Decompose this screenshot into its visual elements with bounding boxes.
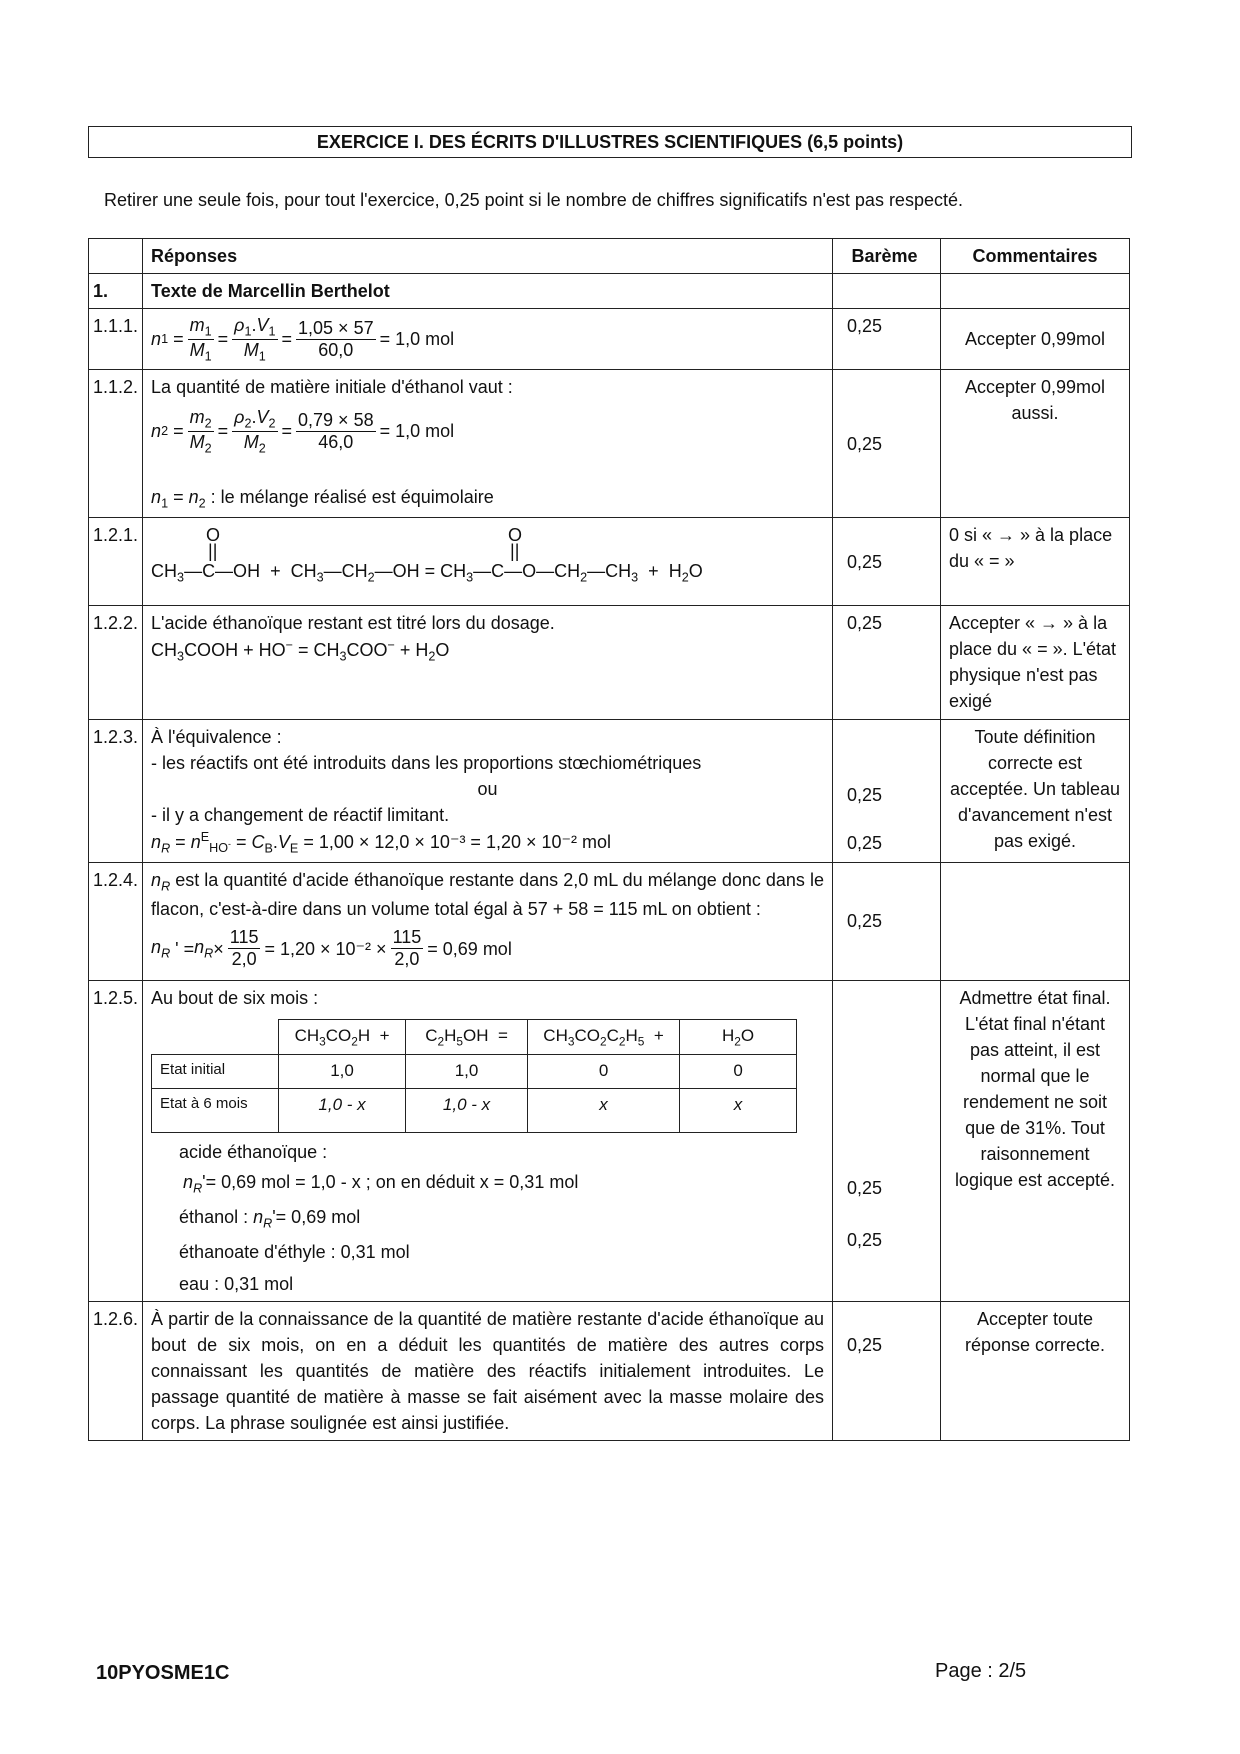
header-comments: Commentaires <box>941 239 1130 274</box>
table-row <box>89 862 1130 980</box>
question-number: 1.2.3. <box>89 719 143 862</box>
comment: Toute définition correcte est acceptée. Un tableau d'avancement n'est pas exigé. <box>941 719 1130 862</box>
result: = 1,0 mol <box>379 421 455 442</box>
document-code: 10PYOSME1C <box>96 1662 230 1684</box>
header-responses: Réponses <box>143 239 833 274</box>
esterification-equation: O O || || $CH_3—C—OH$ + $CH_3—CH_2—OH$ = $CH_3—C—O—CH_2—CH_3 + H_2O$ <box>143 518 833 606</box>
comment: Accepter « → » à la place du « = ». L'état physique n'est pas exigé <box>941 606 1130 719</box>
answer-1-2-3: À l'équivalence : - les réactifs ont été introduits dans les proportions stœchiométriques ou - il y a changement de réactif limitant. $n_R = n^E_{HO^-} = C_B.V_E = 1,00 \times 12,0 \times 10^{-3} = 1,20 \times 10^{-2}$ mol <box>143 719 833 862</box>
bareme-values: 0,25 0,25 <box>833 980 941 1301</box>
answer-intro: La quantité de matière initiale d'éthanol vaut : <box>151 377 513 398</box>
comment: Accepter 0,99mol aussi. <box>941 370 1130 518</box>
result: = 1,0 mol <box>379 329 455 350</box>
bareme-values: 0,25 0,25 <box>833 719 941 862</box>
answer-1-1-1: n 1 = $\frac{m_1}{M_1}$ = $\frac{\rho_1.V_1}{M_1}$ = $\frac{1,05 \times 57}{60,0}$ = 1,0 mol <box>143 309 833 370</box>
page-number: Page : 2/5 <box>935 1660 1027 1682</box>
question-number: 1.2.6. <box>89 1302 143 1441</box>
conclusion: : le mélange réalisé est équimolaire <box>210 487 494 508</box>
table-row: Etat initial 1,0 1,0 0 0 <box>152 1055 797 1089</box>
section-title: Texte de Marcellin Berthelot <box>143 274 833 309</box>
answer-1-2-6: À partir de la connaissance de la quantité de matière restante d'acide éthanoïque au bout de six mois, on en a déduit les quantités de matière des autres corps connaissant les quantités de matière des réactifs initialement introduites. Le passage quantité de matière à masse se fait aisément avec la masse molaire des corps. La phrase soulignée est ainsi justifiée. <box>143 1302 833 1441</box>
bareme-value: 0,25 <box>833 370 941 518</box>
fraction-denominator: 46,0 <box>318 431 354 452</box>
answer-1-1-2: La quantité de matière initiale d'éthanol vaut : n 2 = $\frac{m_2}{M_2}$ = $\frac{\rho_2.V_2}{M_2}$ = $\frac{0,79 \times 58}{46,0}$ = 1,0 mol $n_1 = n_2$ : le mélange réalisé est équimolaire <box>143 370 833 518</box>
answer-1-2-4: $n_R$ est la quantité d'acide éthanoïque restante dans 2,0 mL du mélange donc dans le flacon, c'est-à-dire dans un volume total égal à 57 + 58 = 115 mL on obtient : $n_R$ ' = $n_R$ × $\frac{115}{2,0}$ = 1,20 × 10⁻² × $\frac{115}{2,0}$ = 0,69 mol <box>143 862 833 980</box>
comment: Admettre état final. L'état final n'étant pas atteint, il est normal que le rendement ne soit que de 31%. Tout raisonnement logique est accepté. <box>941 980 1130 1301</box>
answer-1-2-2: L'acide éthanoïque restant est titré lors du dosage. $CH_3COOH + HO^- = CH_3COO^- + H_2O$ <box>143 606 833 719</box>
question-number: 1.2.5. <box>89 980 143 1301</box>
table-header-row <box>89 239 1130 274</box>
comment: 0 si « → » à la place du « = » <box>941 518 1130 606</box>
fraction-denominator: 60,0 <box>318 339 354 360</box>
section-number: 1. <box>89 274 143 309</box>
question-number: 1.1.2. <box>89 370 143 518</box>
advancement-table: $CH_3CO_2H$ + $C_2H_5OH$ = $CH_3CO_2C_2H_5$ + $H_2O$ Etat initial 1,0 1,0 0 0 Etat à 6 mois 1,0 - x 1,0 - x x x <box>151 1019 797 1133</box>
comment: Accepter toute réponse correcte. <box>941 1302 1130 1441</box>
comment <box>941 862 1130 980</box>
table-row <box>89 1302 1130 1441</box>
exercise-title-box <box>88 126 1132 158</box>
fraction-numerator: 0,79 × 58 <box>298 410 374 431</box>
fraction-numerator: 1,05 × 57 <box>298 318 374 338</box>
header-bareme: Barème <box>833 239 941 274</box>
bareme-value: 0,25 <box>833 606 941 719</box>
table-row <box>89 518 1130 606</box>
question-number: 1.2.4. <box>89 862 143 980</box>
bareme-value: 0,25 <box>833 862 941 980</box>
table-row <box>89 274 1130 309</box>
bareme-value: 0,25 <box>833 1302 941 1441</box>
question-number: 1.2.2. <box>89 606 143 719</box>
bareme-value: 0,25 <box>833 518 941 606</box>
table-row <box>89 980 1130 1301</box>
table-row: Etat à 6 mois 1,0 - x 1,0 - x x x <box>152 1089 797 1133</box>
grading-instruction: Retirer une seule fois, pour tout l'exercice, 0,25 point si le nombre de chiffres significatifs n'est pas respecté. <box>104 190 963 210</box>
bareme-value: 0,25 <box>833 309 941 370</box>
question-number: 1.1.1. <box>89 309 143 370</box>
table-row <box>89 309 1130 370</box>
table-row <box>89 719 1130 862</box>
exercise-title: EXERCICE I. DES ÉCRITS D'ILLUSTRES SCIENTIFIQUES (6,5 points) <box>316 131 904 152</box>
answer-table <box>88 238 1130 1441</box>
table-row <box>89 606 1130 719</box>
table-row <box>89 370 1130 518</box>
comment: Accepter 0,99mol <box>941 309 1130 370</box>
question-number: 1.2.1. <box>89 518 143 606</box>
answer-1-2-5: Au bout de six mois : $CH_3CO_2H$ + $C_2H_5OH$ = $CH_3CO_2C_2H_5$ + $H_2O$ Etat initial 1,0 1,0 0 0 Etat à 6 mois 1,0 - x 1,0 - x x x acide éthanoïque : $n_R'= 0,69$ mol = 1,0 - x ; on en déduit x = 0,31 mol éthanol : $n_R'= 0,69$ mol éthanoate d'éthyle : 0,31 mol eau : 0,31 mol <box>143 980 833 1301</box>
